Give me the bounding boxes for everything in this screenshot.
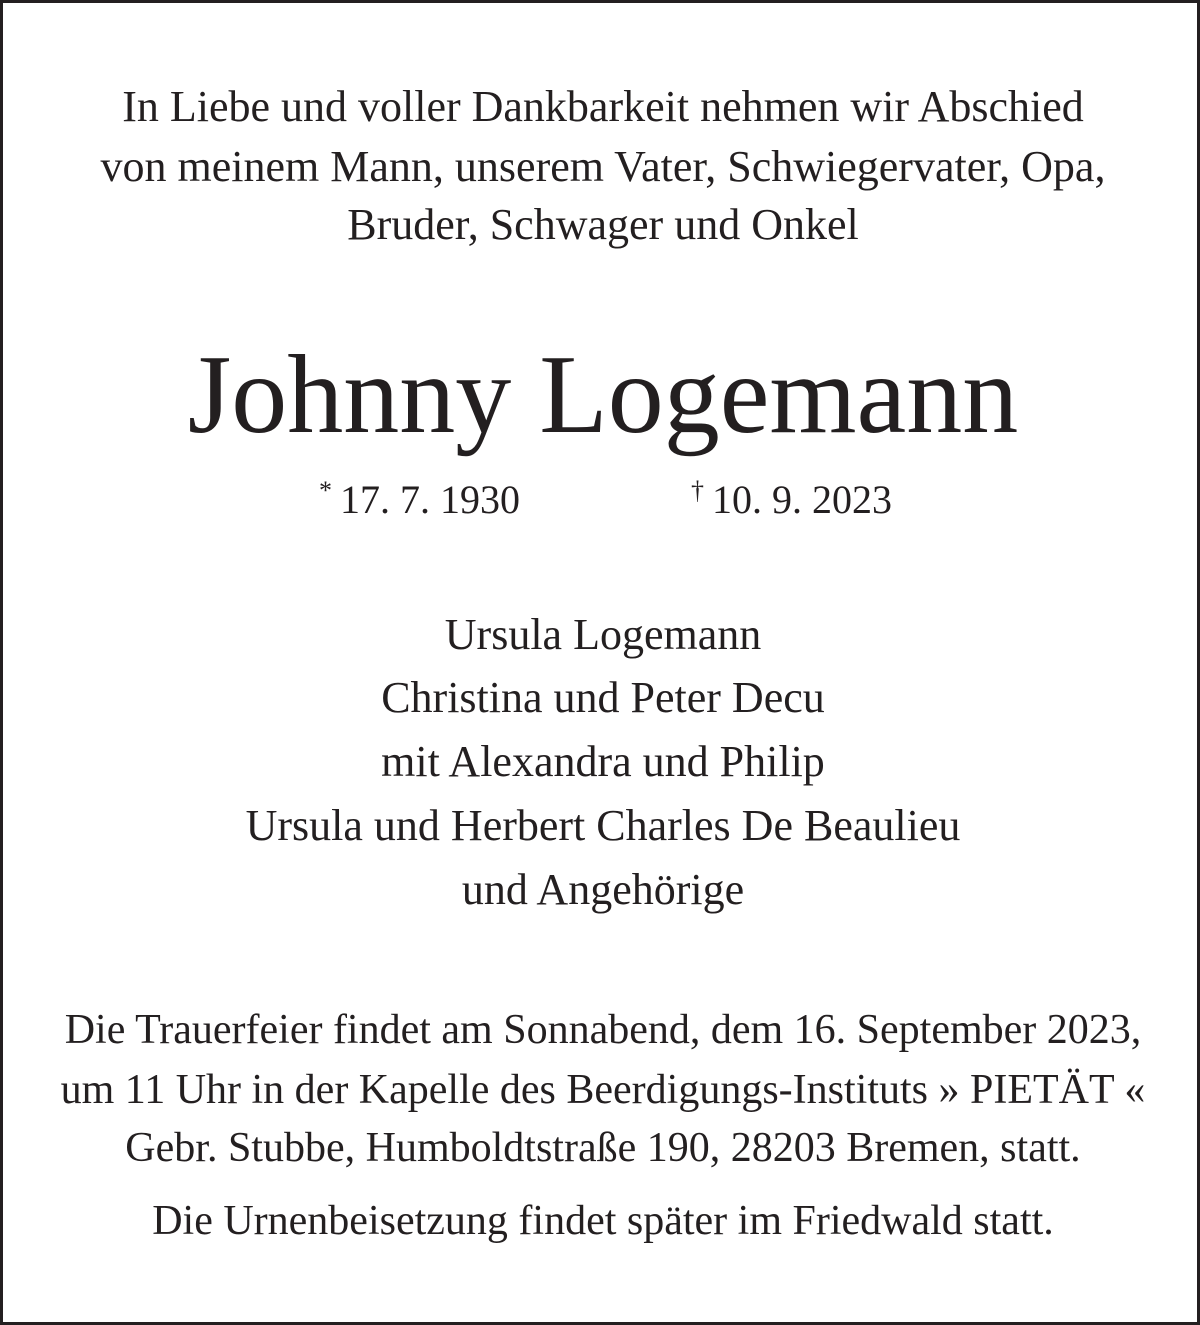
death-cross-icon: †: [691, 476, 704, 505]
ceremony-line-1: Die Trauerfeier findet am Sonnabend, dem 16. September 2023,: [64, 1007, 1142, 1053]
family-member-2: Christina und Peter Decu: [381, 673, 825, 722]
birth-star-icon: *: [319, 476, 332, 505]
family-member-1: Ursula Logemann: [444, 610, 762, 659]
death-date: [691, 478, 892, 520]
birth-date: [319, 478, 520, 520]
intro-line-1: In Liebe und voller Dankbarkeit nehmen wir Abschied: [122, 82, 1084, 131]
burial-line: Die Urnenbeisetzung findet später im Friedwald statt.: [152, 1198, 1054, 1244]
birth-date-value: 17. 7. 1930: [340, 477, 520, 522]
family-member-5: und Angehörige: [461, 865, 745, 914]
ceremony-line-2: um 11 Uhr in der Kapelle des Beerdigungs-Instituts » PIETÄT «: [60, 1067, 1146, 1113]
deceased-name: Johnny Logemann: [187, 333, 1019, 457]
family-member-3: mit Alexandra und Philip: [381, 737, 825, 786]
death-date-value: 10. 9. 2023: [712, 477, 892, 522]
ceremony-line-3: Gebr. Stubbe, Humboldtstraße 190, 28203 Bremen, statt.: [125, 1125, 1081, 1171]
intro-line-3: Bruder, Schwager und Onkel: [347, 200, 859, 249]
intro-line-2: von meinem Mann, unserem Vater, Schwiegervater, Opa,: [100, 142, 1106, 191]
family-member-4: Ursula und Herbert Charles De Beaulieu: [245, 801, 961, 850]
